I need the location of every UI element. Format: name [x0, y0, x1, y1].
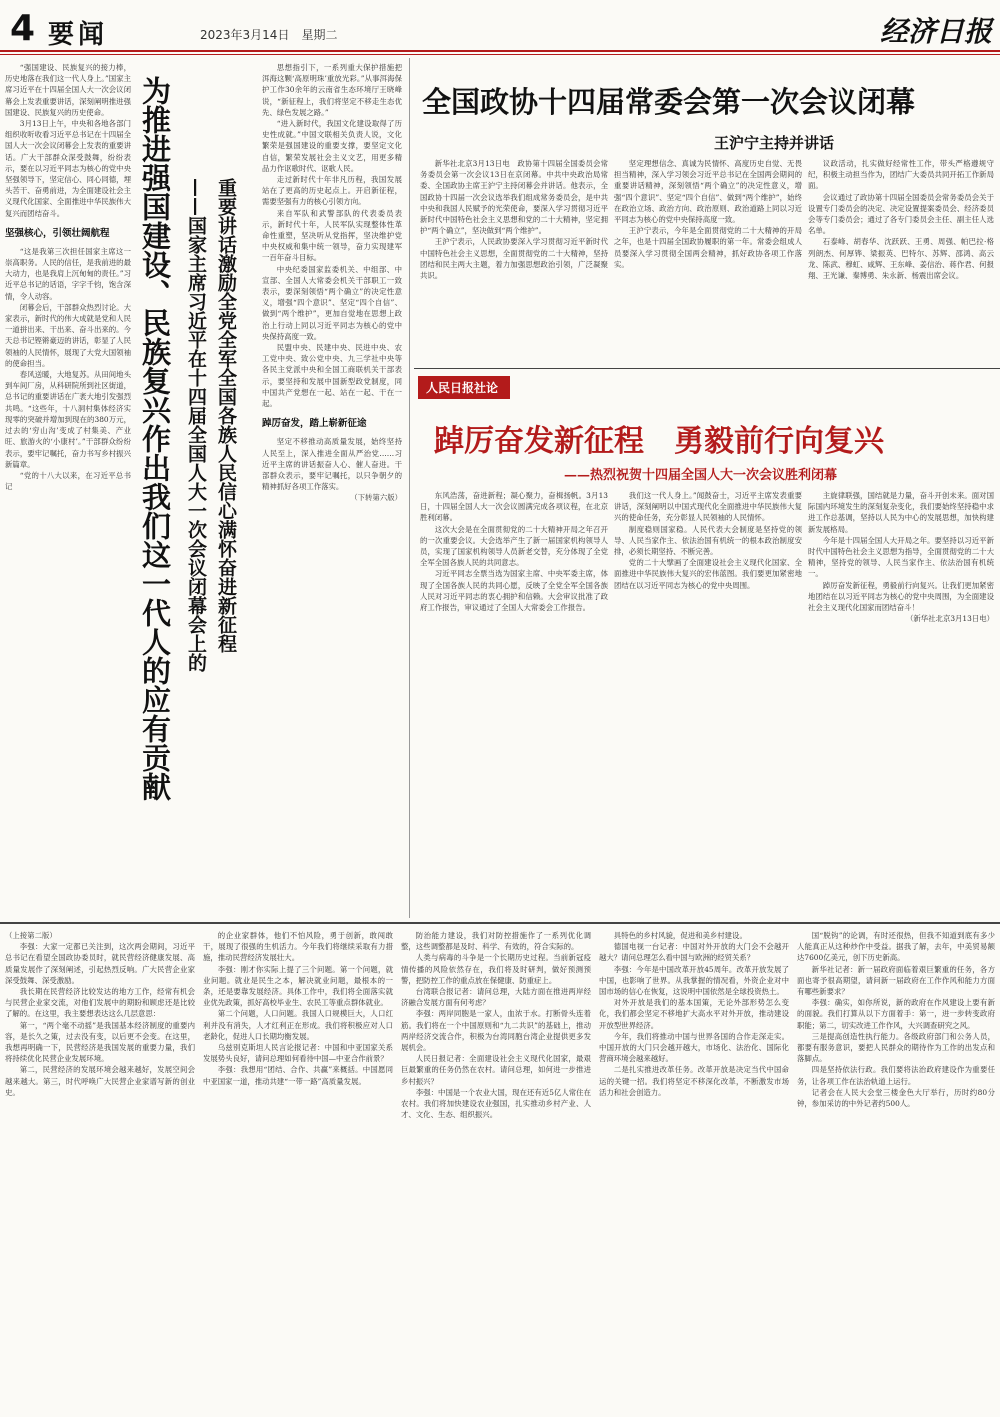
editorial-col2: [614, 490, 802, 910]
paragraph: 这次大会是在全面贯彻党的二十大精神开局之年召开的一次重要会议。大会选举产生了新一届国家机构领导人员，实现了国家机构领导人员新老交替，充分体现了全党全军全国各族人民的共同意志。: [420, 524, 608, 568]
paragraph: 二是扎实推进改革任务。改革开放是决定当代中国命运的关键一招。我们将坚定不移深化改革，不断激发市场活力和社会创造力。: [599, 1065, 789, 1097]
editorial-badge: 人民日报社论: [418, 376, 510, 399]
paragraph: 李强：确实，如你所说，新的政府在作风建设上要有新的面貌。我们打算从以下方面着手：第一，进一步转变政府职能；第二，切实改进工作作风，大兴调查研究之风。: [797, 998, 995, 1030]
article-top-right-col1: [420, 158, 608, 348]
divider-horizontal-2: [0, 922, 1000, 924]
paragraph: 中央纪委国家监委机关、中组部、中宣部、全国人大常委会机关干部职工一致表示，要深刻领悟“两个确立”的决定性意义，增强“四个意识”、坚定“四个自信”、做到“两个维护”，更加自觉地在思想上政治上行动上同以习近平同志为核心的党中央保持高度一致。: [262, 264, 402, 341]
paragraph: 对外开放是我们的基本国策，无论外部形势怎么变化，我们都会坚定不移地扩大高水平对外开放，推动建设开放型世界经济。: [599, 998, 789, 1030]
editorial-col3: [808, 490, 994, 910]
article-top-right-col3: [808, 158, 994, 348]
article-left-continued: （下转第六版）: [350, 493, 402, 503]
paragraph: 台湾联合报记者：请问总理，大陆方面在推进两岸经济融合发展方面有何考虑？: [401, 987, 591, 1008]
paragraph: 李强：大家一定都已关注到，这次两会期间，习近平总书记在看望全国政协委员时，就民营经济健康发展、高质量发展作了深刻阐述，引起热烈反响。广大民营企业家深受鼓舞、深受激励。: [5, 942, 195, 985]
paragraph: 第二个问题，人口问题。我国人口规模巨大，人口红利并没有消失，人才红利正在形成。我们将积极应对人口老龄化，促进人口长期均衡发展。: [203, 1009, 393, 1041]
divider-vertical: [409, 58, 410, 918]
paragraph: 新华社记者：新一届政府面临着艰巨繁重的任务，各方面也寄予很高期望，请问新一届政府在工作作风和能力方面有哪些新要求？: [797, 964, 995, 997]
paragraph: 王沪宁表示，人民政协要深入学习贯彻习近平新时代中国特色社会主义思想，全面贯彻党的二十大精神，坚持团结和民主两大主题，着力加强思想政治引领，广泛凝聚共识。: [420, 237, 608, 281]
paragraph: 乌兹别克斯坦人民言论报记者：中国和中亚国家关系发展势头良好，请问总理如何看待中国—中亚合作前景？: [203, 1043, 393, 1064]
paragraph: 踔厉奋发新征程，勇毅前行向复兴。让我们更加紧密地团结在以习近平同志为核心的党中央周围，为全面建设社会主义现代化国家而团结奋斗！: [808, 580, 994, 613]
paragraph: 新华社北京3月13日电 政协第十四届全国委员会常务委员会第一次会议13日在京闭幕。中共中央政治局常委、全国政协主席王沪宁主持闭幕会并讲话。他表示，全国政协十四届一次会议选举我们组成常务委员会，是中共中央和我国人民赋予的光荣使命，要深入学习贯彻习近平新时代中国特色社会主义思想和党的二十大精神，坚定拥护“两个确立”，坚决做到“两个维护”。: [420, 159, 608, 236]
editorial-end: （新华社北京3月13日电）: [905, 614, 994, 624]
article-left: [0, 58, 405, 918]
article-top-right: [414, 58, 1000, 358]
editorial-title: 踔厉奋发新征程 勇毅前行向复兴: [434, 424, 884, 459]
editorial-col1: [420, 490, 608, 910]
masthead-rule-thin: [0, 54, 1000, 55]
article-bottom-col1: [5, 930, 195, 1412]
paragraph: 坚定不移推动高质量发展，始终坚持人民至上，深入推进全面从严治党……习近平主席的讲话振奋人心、催人奋进。干部群众表示，要牢记嘱托，以只争朝夕的精神抓好各项工作落实。: [262, 437, 402, 492]
article-bottom: [0, 928, 1000, 1417]
paragraph: 李强：刚才你实际上提了三个问题。第一个问题，就业问题。就业是民生之本，解决就业问题，最根本的一条，还是要靠发展经济。具体工作中，我们将全面落实就业优先政策，抓好高校毕业生、农民工等重点群体就业。: [203, 964, 393, 1008]
paragraph: 3月13日上午，中央和各地各部门组织收听收看习近平总书记在十四届全国人大一次会议闭幕会上发表的重要讲话。广大干部群众深受鼓舞，纷纷表示，要在以习近平同志为核心的党中央坚强领导下，坚定信心、同心同德，埋头苦干、奋勇前进，为全面建设社会主义现代化国家、全面推进中华民族伟大复兴而团结奋斗。: [5, 119, 131, 218]
article-bottom-intro: （上接第二版）: [5, 931, 57, 940]
article-left-col2: [262, 62, 402, 912]
paragraph: 议政活动，扎实做好经常性工作，带头严格遵规守纪，积极主动担当作为，团结广大委员共同开拓工作新局面。: [808, 159, 994, 191]
paragraph: “进入新时代，我国文化建设取得了历史性成就。”中国文联相关负责人说，文化繁荣是强国建设的重要支撑，要坚定文化自信，繁荣发展社会主义文艺，用更多精品力作讴歌时代、讴歌人民。: [262, 119, 402, 173]
paragraph: 石泰峰、胡春华、沈跃跃、王勇、周强、帕巴拉·格列朗杰、何厚铧、梁振英、巴特尔、苏辉、邵鸿、高云龙、陈武、穆虹、咸辉、王东峰、姜信治、蒋作君、何报翔、王光谦、秦博勇、朱永新、杨震出席会议。: [808, 237, 994, 281]
paragraph: 国“脱钩”的论调，有时还很热，但我不知道到底有多少人能真正从这种炒作中受益。据我了解，去年，中美贸易额达7600亿美元，创下历史新高。: [797, 931, 995, 963]
paragraph: 习近平同志全票当选为国家主席、中央军委主席，体现了全国各族人民的共同心愿，反映了全党全军全国各族人民对习近平同志的衷心拥护和信赖。大会审议批准了政府工作报告，审议通过了全国人大常委会工作报告。: [420, 569, 608, 613]
paragraph: 主旋律联强，国结就是力量，奋斗开创未来。面对国际国内环境发生的深刻复杂变化，我们要始终坚持稳中求进工作总基调，坚持以人民为中心的发展思想，加快构建新发展格局。: [808, 491, 994, 534]
paragraph: 民盟中央、民建中央、民进中央、农工党中央、致公党中央、九三学社中央等各民主党派中央和全国工商联机关干部表示，要坚持和发展中国新型政党制度，同中国共产党想在一起、站在一起、干在一起。: [262, 343, 402, 409]
paragraph: 具特色的乡村风貌，促进和美乡村建设。: [613, 931, 747, 940]
masthead: [0, 0, 1000, 52]
masthead-rule: [0, 50, 1000, 52]
paragraph: 李强：两岸同胞是一家人，血浓于水。打断骨头连着筋。我们将在一个中国原则和“九二共识”的基础上，推动两岸经济交流合作，积极为台湾同胞台湾企业提供更多发展机会。: [401, 1009, 591, 1053]
issue-date: 2023年3月14日 星期二: [200, 28, 338, 42]
article-bottom-col3: [401, 930, 591, 1412]
article-bottom-col5: [797, 930, 995, 1412]
paragraph: 人民日报记者：全面建设社会主义现代化国家，最艰巨最繁重的任务仍然在农村。请问总理，如何进一步推进乡村振兴？: [401, 1054, 591, 1086]
paragraph: 李强：我想用“团结、合作、共赢”来概括。中国愿同中亚国家一道，推动共建“一带一路”高质量发展。: [203, 1065, 393, 1086]
newspaper-logo: 经济日报: [880, 15, 993, 48]
paragraph: 制度稳则国家稳。人民代表大会制度是坚持党的领导、人民当家作主、依法治国有机统一的根本政治制度安排，必须长期坚持、不断完善。: [614, 524, 802, 557]
paragraph: 今年是十四届全国人大开局之年。要坚持以习近平新时代中国特色社会主义思想为指导，全面贯彻党的二十大精神，坚持党的领导、人民当家作主、依法治国有机统一。: [808, 535, 994, 579]
paragraph: 李强：中国是一个农业大国，现在还有近5亿人常住在农村。我们将加快建设农业强国，扎实推动乡村产业、人才、文化、生态、组织振兴。: [401, 1087, 591, 1120]
paragraph: 坚定理想信念、真诚为民情怀、高度历史自觉、无畏担当精神，深入学习领会习近平总书记在全国两会期间的重要讲话精神，深刻领悟“两个确立”的决定性意义，增强“四个意识”、坚定“四个自信”、做到“两个维护”，始终在政治立场、政治方向、政治原则、政治道路上同以习近平同志为核心的党中央保持高度一致。: [614, 159, 802, 225]
divider-horizontal-1: [414, 368, 1000, 369]
paragraph: 东风浩荡，奋进新程；凝心聚力，奋楫扬帆。3月13日，十四届全国人大一次会议圆满完成各项议程，在北京胜利闭幕。: [420, 491, 608, 523]
paragraph: “这是我第三次担任国家主席这一崇高职务。人民的信任，是我前进的最大动力，也是我肩上沉甸甸的责任。”习近平总书记的话语，字字千钧，饱含深情，令人动容。: [5, 246, 131, 301]
paragraph: 第二，民营经济的发展环境会越来越好，发展空间会越来越大。第三，时代呼唤广大民营企业家谱写新的创业史。: [5, 1065, 195, 1097]
article-top-right-subtitle: 王沪宁主持并讲话: [714, 134, 835, 152]
paragraph: 我们这一代人身上。”闻鼓奋士，习近平主席发表重要讲话，深刻阐明以中国式现代化全面推进中华民族伟大复兴的使命任务，充分彰显人民领袖的人民情怀。: [614, 491, 802, 523]
paragraph: 记者会在人民大会堂三楼金色大厅举行，历时约80分钟，参加采访的中外记者约500人。: [797, 1087, 995, 1109]
article-left-subhead-1: 坚强核心，引领壮阔航程: [5, 227, 110, 239]
paragraph: 防治能力建设，我们对防控措施作了一系列优化调整，这些调整都是及时、科学、有效的，符合实际的。: [401, 931, 591, 952]
paragraph: 春风送暖，大地复苏。从田间地头到车间厂房，从科研院所到社区街道，总书记的重要讲话在广袤大地引发强烈共鸣。“这些年，十八洞村集体经济实现零的突破并增加到现在的380万元，过去的‘穷山沟’变成了村集美、产业旺、旅游火的‘小康村’。”干部群众纷纷表示，要牢记嘱托，奋力书写乡村振兴新篇章。: [5, 370, 131, 469]
paragraph: 闭幕会后，干部群众热烈讨论。大家表示，新时代的伟大成就是党和人民一道拼出来、干出来、奋斗出来的。今天总书记铿锵豪迈的讲话，彰显了人民领袖的人民情怀，展现了大党大国领袖的使命担当。: [5, 302, 131, 368]
paragraph: 来自军队和武警部队的代表委员表示，新时代十年，人民军队实现整体性革命性重塑，坚决听从党指挥，坚决维护党中央权威和集中统一领导，奋力实现建军一百年奋斗目标。: [262, 208, 402, 263]
article-left-subhead-2: 踔厉奋发，踏上崭新征途: [262, 418, 367, 430]
article-left-sub-title: 重要讲话激励全党全军全国各族人民信心满怀奋进新征程: [215, 178, 237, 653]
paragraph: 德国电视一台记者：中国对外开放的大门会不会越开越大？请问总理怎么看中国与欧洲的经贸关系？: [599, 942, 789, 963]
paragraph: 人类与病毒的斗争是一个长期历史过程。当前新冠疫情传播的风险依然存在，我们将及时研判，做好预测预警，把防控工作的重点放在保健康、防重症上。: [401, 953, 591, 985]
paragraph: “强国建设、民族复兴的接力棒，历史地落在我们这一代人身上。”国家主席习近平在十四届全国人大一次会议闭幕会上发表重要讲话，深刻阐明推进强国建设、民族复兴的历史使命。: [5, 63, 131, 117]
section-title: 要闻: [48, 20, 109, 50]
paragraph: 李强：今年是中国改革开放45周年。改革开放发展了中国，也影响了世界。从我掌握的情况看，外资企业对中国市场的信心在恢复，这说明中国依然是全球投资热土。: [599, 964, 789, 997]
article-left-sub-title-2: ——国家主席习近平在十四届全国人大一次会议闭幕会上的: [185, 178, 207, 672]
article-left-main-title: 为推进强国建设、民族复兴作出我们这一代人的应有贡献: [138, 76, 172, 801]
editorial-subtitle: ——热烈祝贺十四届全国人大一次会议胜利闭幕: [564, 468, 838, 483]
paragraph: 我长期在民营经济比较发达的地方工作，经常有机会与民营企业家交流，对他们发展中的期盼和顾虑还是比较了解的。在这里，我主要想表达这么几层意思：: [5, 987, 195, 1019]
paragraph: 会议通过了政协第十四届全国委员会常务委员会关于设置专门委员会的决定、决定设置提案委员会、经济委员会等专门委员会；通过了各专门委员会主任、副主任人选名单。: [808, 192, 994, 236]
paragraph: 走过新时代十年非凡历程，我国发展站在了更高的历史起点上。开启新征程，需要坚强有力的核心引领方向。: [262, 175, 402, 207]
article-top-right-col2: [614, 158, 802, 348]
paragraph: 党的二十大擘画了全面建设社会主义现代化国家、全面推进中华民族伟大复兴的宏伟蓝图。我们要更加紧密地团结在以习近平同志为核心的党中央周围。: [614, 558, 802, 590]
page-number: 4: [10, 8, 36, 49]
paragraph: 三是提高创造性执行能力。各级政府部门和公务人员，都要有服务意识，要把人民群众的期待作为工作的出发点和落脚点。: [797, 1031, 995, 1064]
paragraph: 王沪宁表示，今年是全面贯彻党的二十大精神的开局之年，也是十四届全国政协履职的第一年。常委会组成人员要深入学习贯彻全国两会精神，抓好政协各项工作落实。: [614, 226, 802, 269]
paragraph: 第一，“两个毫不动摇”是我国基本经济制度的重要内容，是长久之策，过去没有变，以后更不会变。在这里，我想再明确一下，民营经济是我国发展的重要力量，我们将持续优化民营企业发展环境。: [5, 1020, 195, 1064]
article-top-right-title: 全国政协十四届常委会第一次会议闭幕: [422, 85, 916, 119]
article-editorial: [414, 372, 1000, 918]
article-left-col1: [5, 62, 131, 912]
article-bottom-col2: [203, 930, 393, 1412]
paragraph: “党的十八大以来，在习近平总书记: [5, 470, 131, 492]
paragraph: 今年，我们将推动中国与世界各国的合作走深走实。中国开放的大门只会越开越大，市场化、法治化、国际化营商环境会越来越好。: [599, 1031, 789, 1064]
paragraph: 的企业家群体，他们不怕风险，勇于创新，敢闯敢干，展现了很强的生机活力。今年我们将继续采取有力措施，推动民营经济发展壮大。: [203, 931, 393, 963]
paragraph: 思想指引下，一系列重大保护措施把洱海这颗‘高原明珠’重放光彩。”从事洱海保护工作30余年的云南省生态环境厅王晓峰说，“新征程上，我们将坚定不移走生态优先、绿色发展之路。”: [262, 63, 402, 117]
paragraph: 四是坚持依法行政。我们要将法治政府建设作为重要任务，让各项工作在法治轨道上运行。: [797, 1065, 995, 1086]
article-bottom-col4: [599, 930, 789, 1412]
